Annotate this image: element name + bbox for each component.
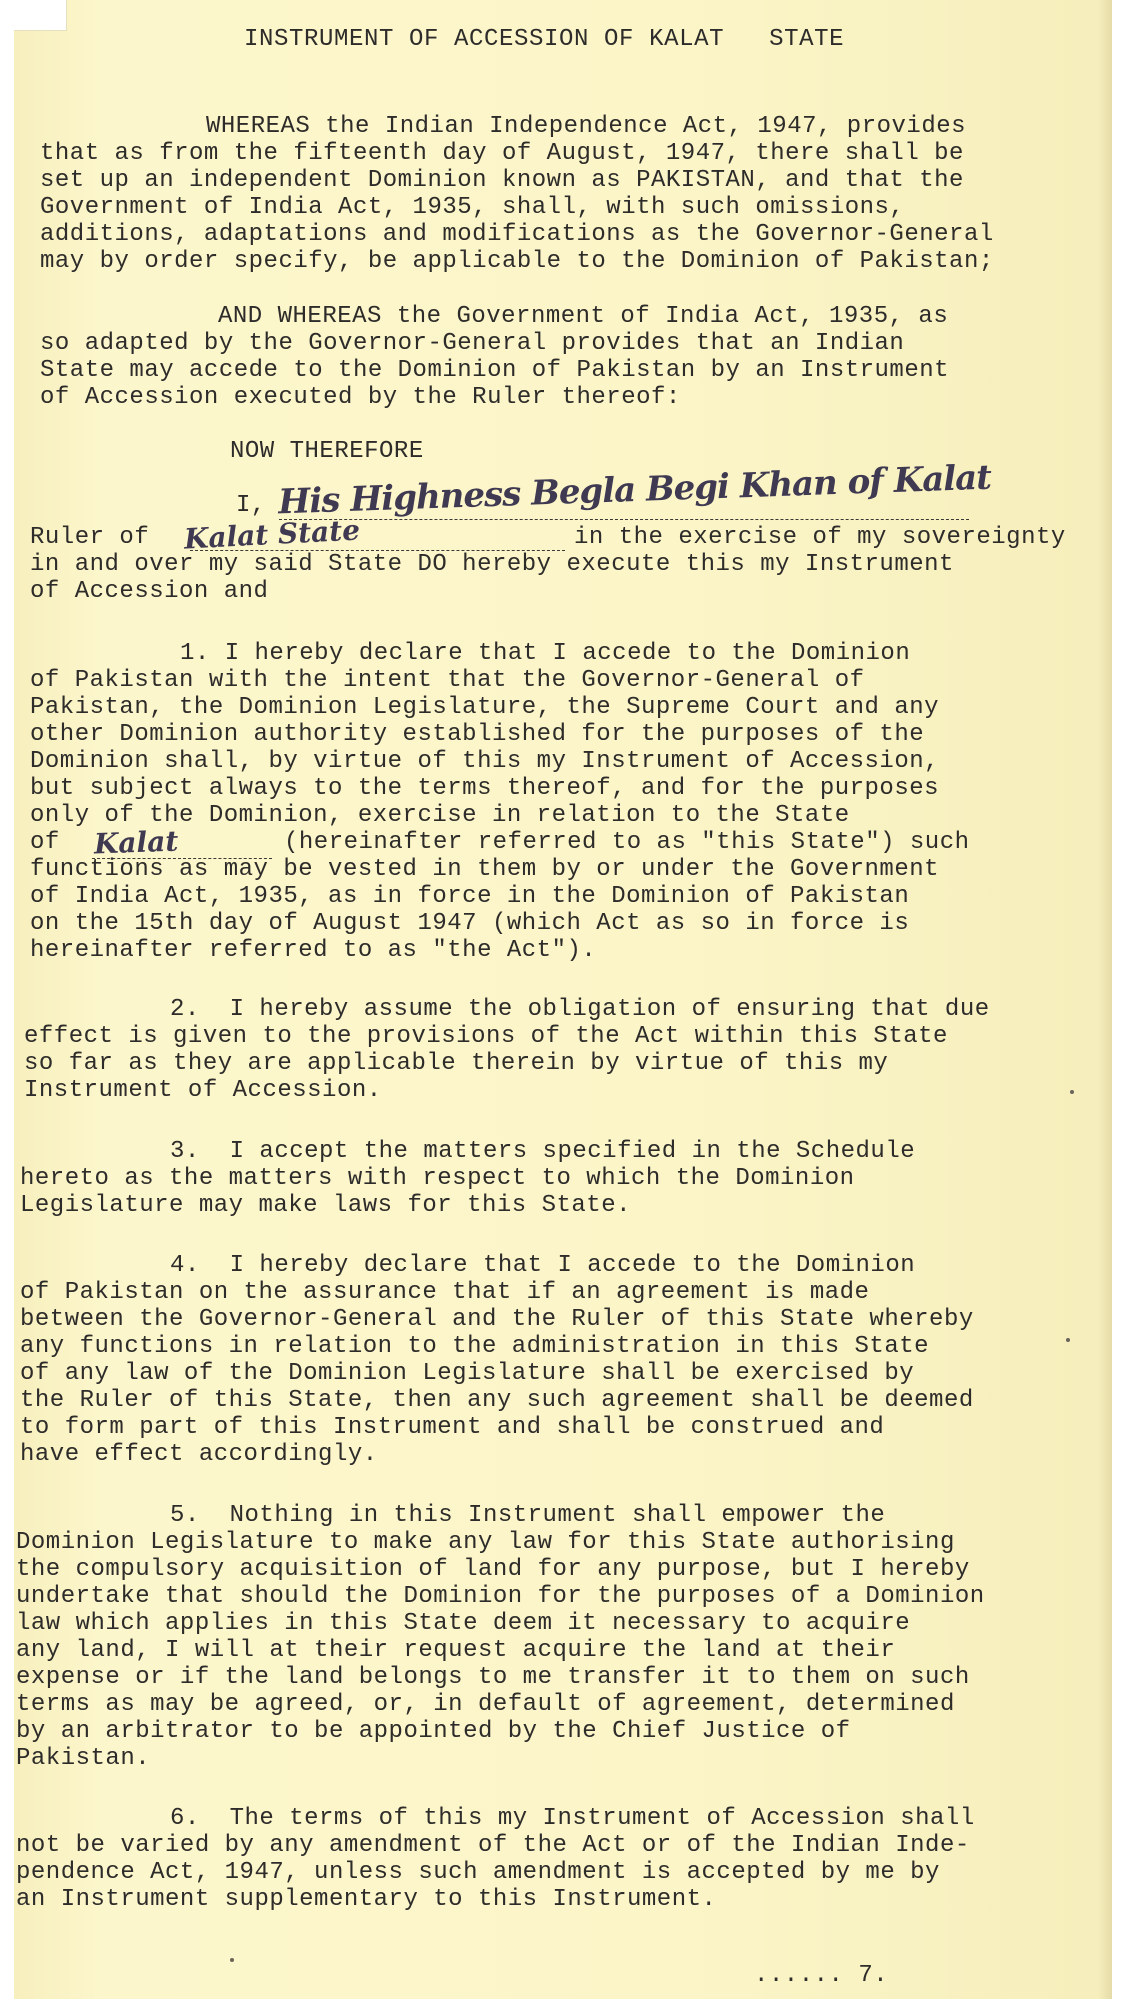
text-line: 2. I hereby assume the obligation of ensuring that due bbox=[170, 996, 990, 1023]
paper-speck bbox=[1070, 1090, 1074, 1094]
text-line: of Accession and bbox=[30, 578, 269, 605]
text-line: NOW THEREFORE bbox=[230, 438, 424, 465]
text-line: of Accession executed by the Ruler thereof: bbox=[40, 384, 681, 411]
text-line: additions, adaptations and modifications as the Governor-General bbox=[40, 221, 994, 248]
text-line: may by order specify, be applicable to the Dominion of Pakistan; bbox=[40, 248, 994, 275]
paper-speck bbox=[1066, 1338, 1070, 1342]
text-line: on the 15th day of August 1947 (which Act as so in force is bbox=[30, 910, 910, 937]
paper-speck bbox=[230, 1958, 234, 1962]
text-line: to form part of this Instrument and shall be construed and bbox=[20, 1414, 885, 1441]
text-line: State may accede to the Dominion of Pakistan by an Instrument bbox=[40, 357, 950, 384]
text-line: so adapted by the Governor-General provides that an Indian bbox=[40, 330, 905, 357]
text-line: pendence Act, 1947, unless such amendment is accepted by me by bbox=[16, 1859, 940, 1886]
text-line: Pakistan. bbox=[16, 1745, 151, 1772]
torn-corner bbox=[14, 0, 67, 31]
text-line: an Instrument supplementary to this Instrument. bbox=[16, 1886, 717, 1913]
handwritten-ruler-name: His Highness Begla Begi Khan of Kalat bbox=[277, 457, 992, 523]
text-line: of India Act, 1935, as in force in the Dominion of Pakistan bbox=[30, 883, 910, 910]
text-line: Legislature may make laws for this State. bbox=[20, 1192, 631, 1219]
text-line: have effect accordingly. bbox=[20, 1441, 378, 1468]
text-line: Government of India Act, 1935, shall, with such omissions, bbox=[40, 194, 905, 221]
text-line: not be varied by any amendment of the Act or of the Indian Inde- bbox=[16, 1832, 970, 1859]
text-line: hereinafter referred to as "the Act"). bbox=[30, 937, 597, 964]
text-line: that as from the fifteenth day of August, 1947, there shall be bbox=[40, 140, 964, 167]
text-line: undertake that should the Dominion for the purposes of a Dominion bbox=[16, 1583, 985, 1610]
text-line: any functions in relation to the administration in this State bbox=[20, 1333, 930, 1360]
text-line: terms as may be agreed, or, in default of agreement, determined bbox=[16, 1691, 955, 1718]
text-line: hereto as the matters with respect to which the Dominion bbox=[20, 1165, 855, 1192]
handwritten-state-name: Kalat State bbox=[183, 513, 361, 556]
text-line: by an arbitrator to be appointed by the Chief Justice of bbox=[16, 1718, 851, 1745]
text-line: so far as they are applicable therein by virtue of this my bbox=[24, 1050, 889, 1077]
page-continuation: ...... 7. bbox=[754, 1962, 889, 1989]
text-line: of Pakistan with the intent that the Governor-General of bbox=[30, 667, 865, 694]
text-line: the compulsory acquisition of land for any purpose, but I hereby bbox=[16, 1556, 970, 1583]
text-line: in and over my said State DO hereby execute this my Instrument bbox=[30, 551, 954, 578]
text-line: I, bbox=[236, 492, 266, 519]
text-line: 4. I hereby declare that I accede to the Dominion bbox=[170, 1252, 916, 1279]
text-line: of any law of the Dominion Legislature shall be exercised by bbox=[20, 1360, 915, 1387]
text-line: of Pakistan on the assurance that if an agreement is made bbox=[20, 1279, 870, 1306]
text-line: Dominion Legislature to make any law for this State authorising bbox=[16, 1529, 955, 1556]
text-line: functions as may be vested in them by or under the Government bbox=[30, 856, 940, 883]
text-line: 3. I accept the matters specified in the Schedule bbox=[170, 1138, 916, 1165]
text-line: Instrument of Accession. bbox=[24, 1077, 382, 1104]
text-line: Ruler of bbox=[30, 524, 150, 551]
blank-line bbox=[279, 519, 969, 520]
text-line: AND WHEREAS the Government of India Act, 1935, as bbox=[218, 303, 949, 330]
text-line: Dominion shall, by virtue of this my Instrument of Accession, bbox=[30, 748, 940, 775]
text-line: 1. I hereby declare that I accede to the Dominion bbox=[180, 640, 911, 667]
text-line: 6. The terms of this my Instrument of Accession shall bbox=[170, 1805, 975, 1832]
text-line: any land, I will at their request acquire the land at their bbox=[16, 1637, 896, 1664]
text-line: (hereinafter referred to as "this State") such bbox=[284, 829, 970, 856]
text-line: WHEREAS the Indian Independence Act, 1947, provides bbox=[206, 113, 967, 140]
text-line: only of the Dominion, exercise in relation to the State bbox=[30, 802, 850, 829]
text-line: of bbox=[30, 829, 60, 856]
text-line: set up an independent Dominion known as PAKISTAN, and that the bbox=[40, 167, 964, 194]
text-line: Pakistan, the Dominion Legislature, the Supreme Court and any bbox=[30, 694, 940, 721]
text-line: 5. Nothing in this Instrument shall empower the bbox=[170, 1502, 886, 1529]
text-line: law which applies in this State deem it necessary to acquire bbox=[16, 1610, 911, 1637]
text-line: in the exercise of my sovereignty bbox=[574, 524, 1066, 551]
text-line: the Ruler of this State, then any such agreement shall be deemed bbox=[20, 1387, 974, 1414]
handwritten-state-short: Kalat bbox=[93, 824, 179, 861]
document-page bbox=[14, 0, 1112, 1999]
paper-edge-shadow bbox=[1098, 0, 1112, 1999]
text-line: other Dominion authority established for the purposes of the bbox=[30, 721, 925, 748]
document-title: INSTRUMENT OF ACCESSION OF KALAT STATE bbox=[244, 26, 845, 53]
text-line: effect is given to the provisions of the Act within this State bbox=[24, 1023, 948, 1050]
text-line: between the Governor-General and the Ruler of this State whereby bbox=[20, 1306, 974, 1333]
text-line: expense or if the land belongs to me transfer it to them on such bbox=[16, 1664, 970, 1691]
text-line: but subject always to the terms thereof, and for the purposes bbox=[30, 775, 940, 802]
